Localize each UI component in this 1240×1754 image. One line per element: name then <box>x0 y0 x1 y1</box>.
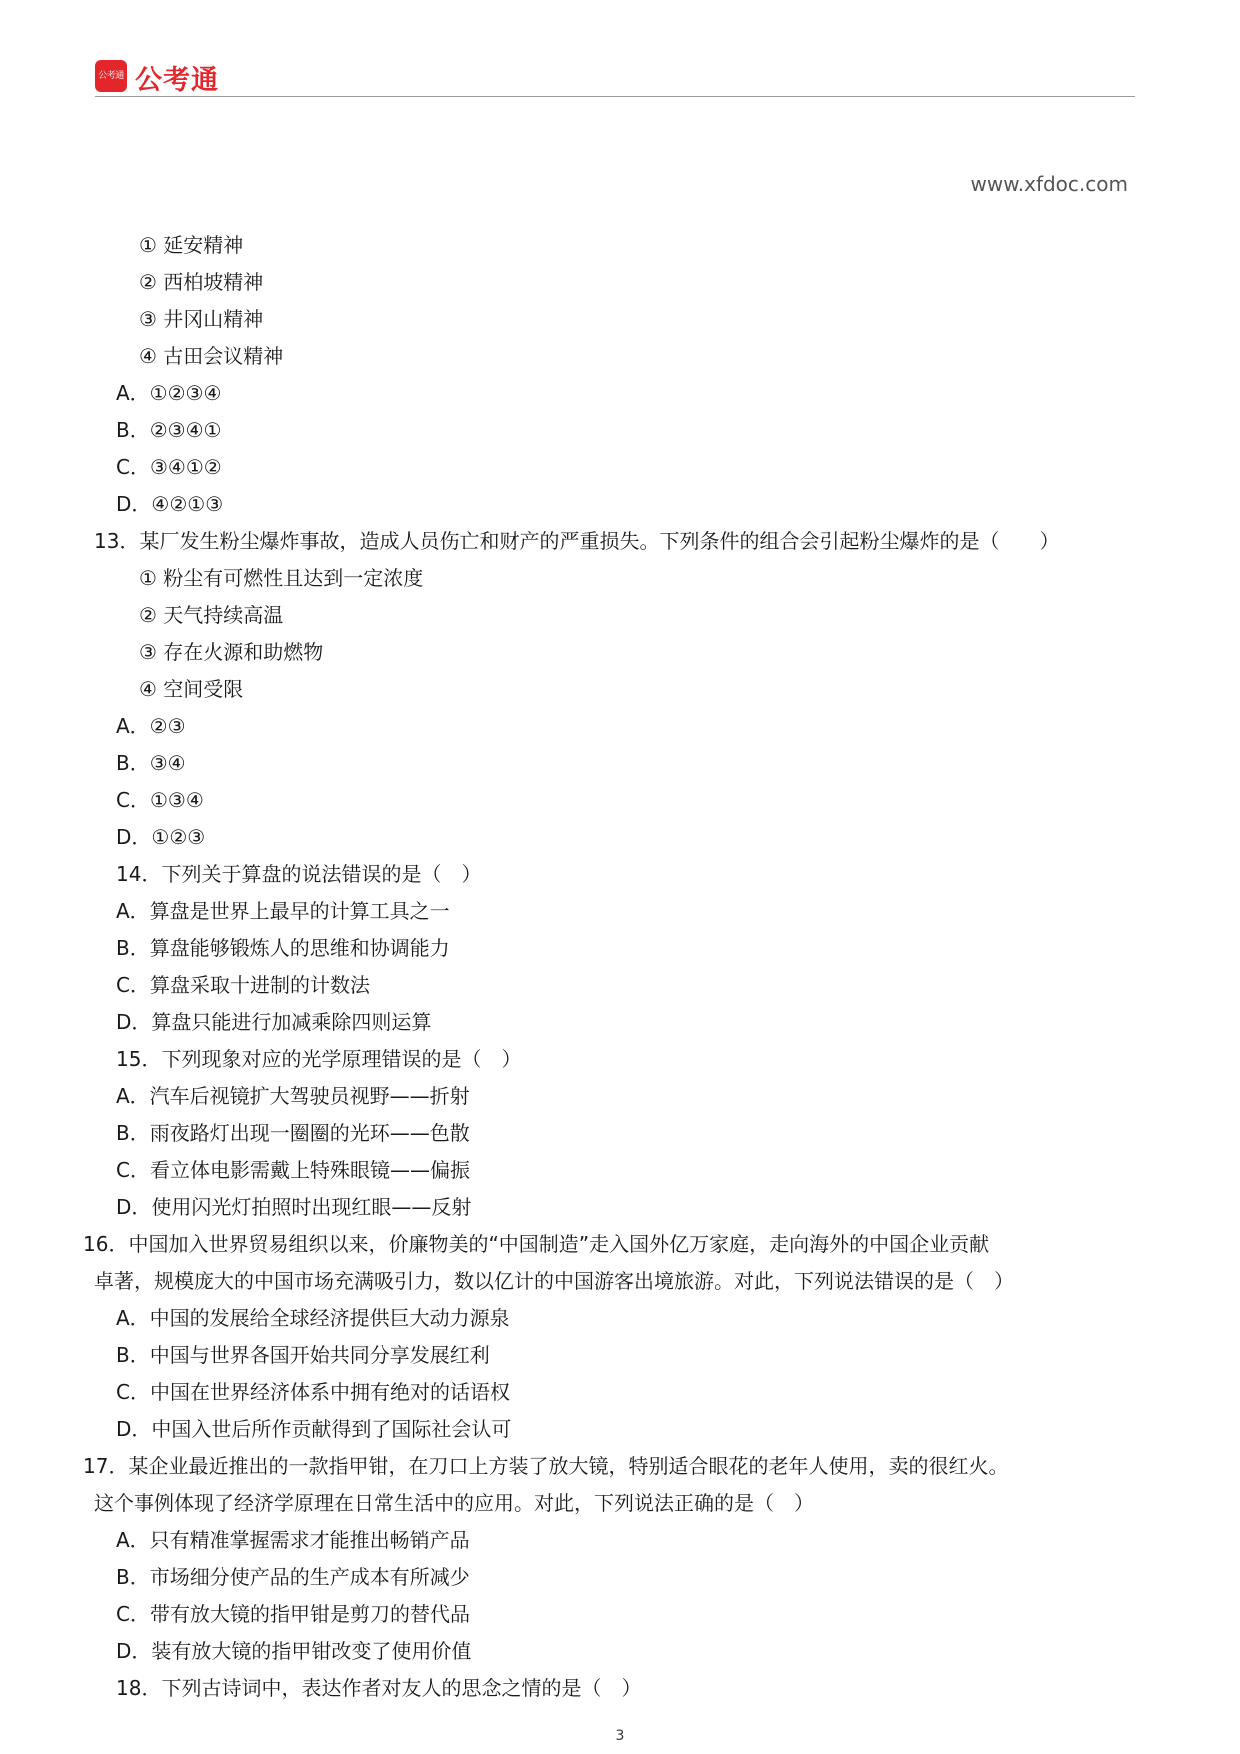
q13-stem: 13．某厂发生粉尘爆炸事故，造成人员伤亡和财产的严重损失。下列条件的组合会引起粉尘爆炸的是（ ） <box>94 529 1060 553</box>
q14-option-c: C．算盘采取十进制的计数法 <box>116 973 370 997</box>
q15-option-c: C．看立体电影需戴上特殊眼镜——偏振 <box>116 1158 470 1182</box>
q15-option-a: A．汽车后视镜扩大驾驶员视野——折射 <box>116 1084 470 1108</box>
q14-option-d: D．算盘只能进行加减乘除四则运算 <box>116 1010 432 1034</box>
q17-option-b: B．市场细分使产品的生产成本有所减少 <box>116 1565 470 1589</box>
q12-item: ③ 井冈山精神 <box>139 307 264 331</box>
q13-option-c: C．①③④ <box>116 788 204 812</box>
q12-option-c: C．③④①② <box>116 455 222 479</box>
q13-option-d: D．①②③ <box>116 825 206 849</box>
q16-option-c: C．中国在世界经济体系中拥有绝对的话语权 <box>116 1380 510 1404</box>
q12-item: ④ 古田会议精神 <box>139 344 284 368</box>
header-divider <box>95 96 1135 97</box>
q17-option-a: A．只有精准掌握需求才能推出畅销产品 <box>116 1528 470 1552</box>
q13-option-b: B．③④ <box>116 751 186 775</box>
q12-option-b: B．②③④① <box>116 418 222 442</box>
q16-option-b: B．中国与世界各国开始共同分享发展红利 <box>116 1343 490 1367</box>
q14-option-a: A．算盘是世界上最早的计算工具之一 <box>116 899 450 923</box>
logo-icon: 公考通 <box>95 60 127 92</box>
q12-item: ① 延安精神 <box>139 233 244 257</box>
q16-option-d: D．中国入世后所作贡献得到了国际社会认可 <box>116 1417 512 1441</box>
q17-stem-line1: 17．某企业最近推出的一款指甲钳，在刀口上方装了放大镜，特别适合眼花的老年人使用，卖的很红火。 <box>83 1454 1009 1478</box>
page-number: 3 <box>615 1728 625 1744</box>
logo-text: 公考通 <box>135 65 219 96</box>
q12-item: ② 西柏坡精神 <box>139 270 264 294</box>
q15-stem: 15．下列现象对应的光学原理错误的是（ ） <box>116 1047 522 1071</box>
q14-option-b: B．算盘能够锻炼人的思维和协调能力 <box>116 936 450 960</box>
q17-option-d: D．装有放大镜的指甲钳改变了使用价值 <box>116 1639 472 1663</box>
q12-option-a: A．①②③④ <box>116 381 222 405</box>
q13-item: ③ 存在火源和助燃物 <box>139 640 324 664</box>
q16-option-a: A．中国的发展给全球经济提供巨大动力源泉 <box>116 1306 510 1330</box>
q15-option-d: D．使用闪光灯拍照时出现红眼——反射 <box>116 1195 472 1219</box>
q16-stem-line1: 16．中国加入世界贸易组织以来，价廉物美的“中国制造”走入国外亿万家庭，走向海外的中国企业贡献 <box>83 1232 990 1256</box>
q13-item: ① 粉尘有可燃性且达到一定浓度 <box>139 566 424 590</box>
q17-option-c: C．带有放大镜的指甲钳是剪刀的替代品 <box>116 1602 470 1626</box>
q18-stem: 18．下列古诗词中，表达作者对友人的思念之情的是（ ） <box>116 1676 642 1700</box>
site-url: www.xfdoc.com <box>970 172 1128 196</box>
q12-option-d: D．④②①③ <box>116 492 224 516</box>
q13-item: ④ 空间受限 <box>139 677 244 701</box>
q13-item: ② 天气持续高温 <box>139 603 284 627</box>
q14-stem: 14．下列关于算盘的说法错误的是（ ） <box>116 862 482 886</box>
q15-option-b: B．雨夜路灯出现一圈圈的光环——色散 <box>116 1121 470 1145</box>
q16-stem-line2: 卓著，规模庞大的中国市场充满吸引力，数以亿计的中国游客出境旅游。对此，下列说法错误的是（ ） <box>94 1269 1014 1293</box>
q17-stem-line2: 这个事例体现了经济学原理在日常生活中的应用。对此，下列说法正确的是（ ） <box>94 1491 814 1515</box>
q13-option-a: A．②③ <box>116 714 186 738</box>
header <box>95 56 1135 96</box>
